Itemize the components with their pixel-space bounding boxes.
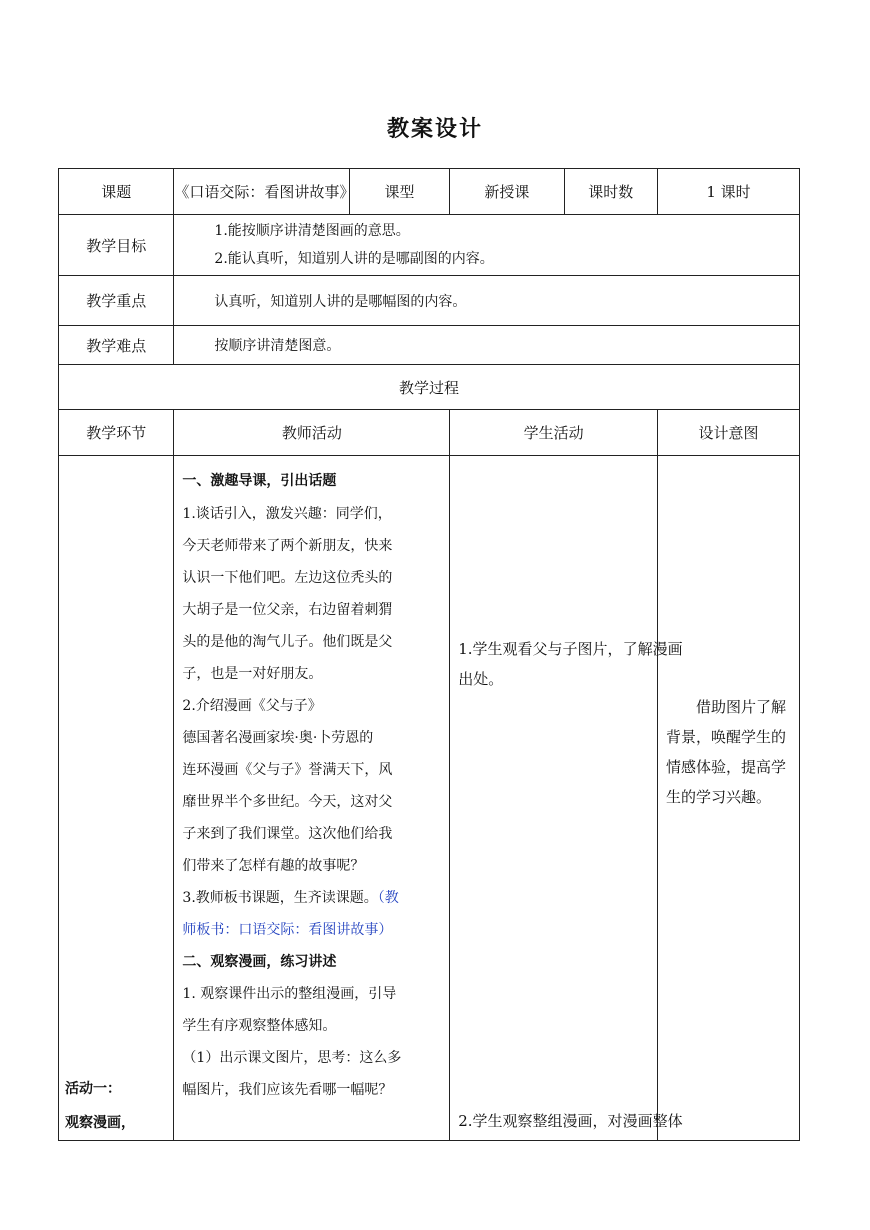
text-line: 大胡子是一位父亲，右边留着刺猬: [182, 602, 393, 618]
column-design: 设计意图: [658, 410, 800, 456]
goals-row: [59, 215, 800, 276]
text-segment: 3.教师板书课题，生齐读课题。: [182, 890, 378, 906]
blackboard-note: 师板书：口语交际：看图讲故事）: [182, 922, 393, 938]
design-intent-cell: [658, 456, 800, 1141]
goal-item: 2.能认真听，知道别人讲的是哪副图的内容。: [214, 251, 494, 267]
difficulty-label: 教学难点: [59, 326, 174, 365]
activity-label-line: 观察漫画，: [65, 1115, 135, 1131]
key-point-label: 教学重点: [59, 276, 174, 326]
text-line: 德国著名漫画家埃·奥·卜劳恩的: [182, 730, 374, 746]
text-line: 今天老师带来了两个新朋友，快来: [182, 538, 393, 554]
text-line: 生的学习兴趣。: [666, 788, 772, 806]
text-line: 子，也是一对好朋友。: [182, 666, 323, 682]
goals-content: [174, 215, 800, 276]
hours-label: 课时数: [564, 169, 657, 215]
text-line: （1）出示课文图片，思考：这么多: [182, 1050, 402, 1066]
column-stage: 教学环节: [59, 410, 174, 456]
text-line: 借助图片了解: [696, 698, 787, 716]
difficulty-row: [59, 326, 800, 365]
text-line: 出处。: [458, 670, 504, 688]
lesson-type-label: 课型: [349, 169, 449, 215]
goals-label: 教学目标: [59, 215, 174, 276]
process-title-row: [59, 365, 800, 410]
lesson-plan-table: [58, 168, 800, 1141]
difficulty-text: 按顺序讲清楚图意。: [174, 326, 800, 365]
topic-label: 课题: [59, 169, 174, 215]
key-point-text: 认真听，知道别人讲的是哪幅图的内容。: [174, 276, 800, 326]
key-point-row: [59, 276, 800, 326]
teacher-activity-cell: [174, 456, 450, 1141]
column-teacher: 教师活动: [174, 410, 450, 456]
text-line: 头的是他的淘气儿子。他们既是父: [182, 634, 393, 650]
hours-value: 1 课时: [658, 169, 800, 215]
activity-label-line: 活动一：: [65, 1081, 121, 1097]
section-heading: 二、观察漫画，练习讲述: [182, 954, 337, 970]
text-line: 连环漫画《父与子》誉满天下，风: [182, 762, 393, 778]
blackboard-note: （教: [377, 890, 399, 906]
text-line: 2.学生观察整组漫画，对漫画整体: [458, 1112, 683, 1130]
text-line: 幅图片，我们应该先看哪一幅呢？: [182, 1082, 393, 1098]
student-activity-1: [458, 634, 690, 694]
text-line: 背景，唤醒学生的: [666, 728, 787, 746]
document-title: 教案设计: [386, 116, 483, 142]
lesson-type-value: 新授课: [450, 169, 564, 215]
text-line: 1. 观察课件出示的整组漫画，引导: [182, 986, 397, 1002]
text-line: [182, 882, 443, 914]
design-intent-1: [666, 692, 796, 812]
column-student: 学生活动: [450, 410, 658, 456]
text-line: 1.学生观看父与子图片，了解漫画: [458, 640, 683, 658]
header-row: [59, 169, 800, 215]
activity-row: [59, 456, 800, 1141]
text-line: 学生有序观察整体感知。: [182, 1018, 337, 1034]
topic-value: 《口语交际：看图讲故事》: [174, 169, 349, 215]
stage-cell: [59, 456, 174, 1141]
columns-header-row: [59, 410, 800, 456]
activity-label: [65, 1072, 135, 1140]
text-line: 情感体验，提高学: [666, 758, 787, 776]
section-heading: 一、激趣导课，引出话题: [182, 473, 337, 489]
text-line: 子来到了我们课堂。这次他们给我: [182, 826, 393, 842]
text-line: 认识一下他们吧。左边这位秃头的: [182, 570, 393, 586]
goal-item: 1.能按顺序讲清楚图画的意思。: [214, 223, 410, 239]
text-line: 们带来了怎样有趣的故事呢？: [182, 858, 365, 874]
text-line: 靡世界半个多世纪。今天，这对父: [182, 794, 393, 810]
process-title: 教学过程: [59, 365, 800, 410]
student-activity-cell: [450, 456, 683, 1141]
text-line: 1.谈话引入，激发兴趣：同学们，: [182, 506, 392, 522]
text-line: 2.介绍漫画《父与子》: [182, 698, 322, 714]
